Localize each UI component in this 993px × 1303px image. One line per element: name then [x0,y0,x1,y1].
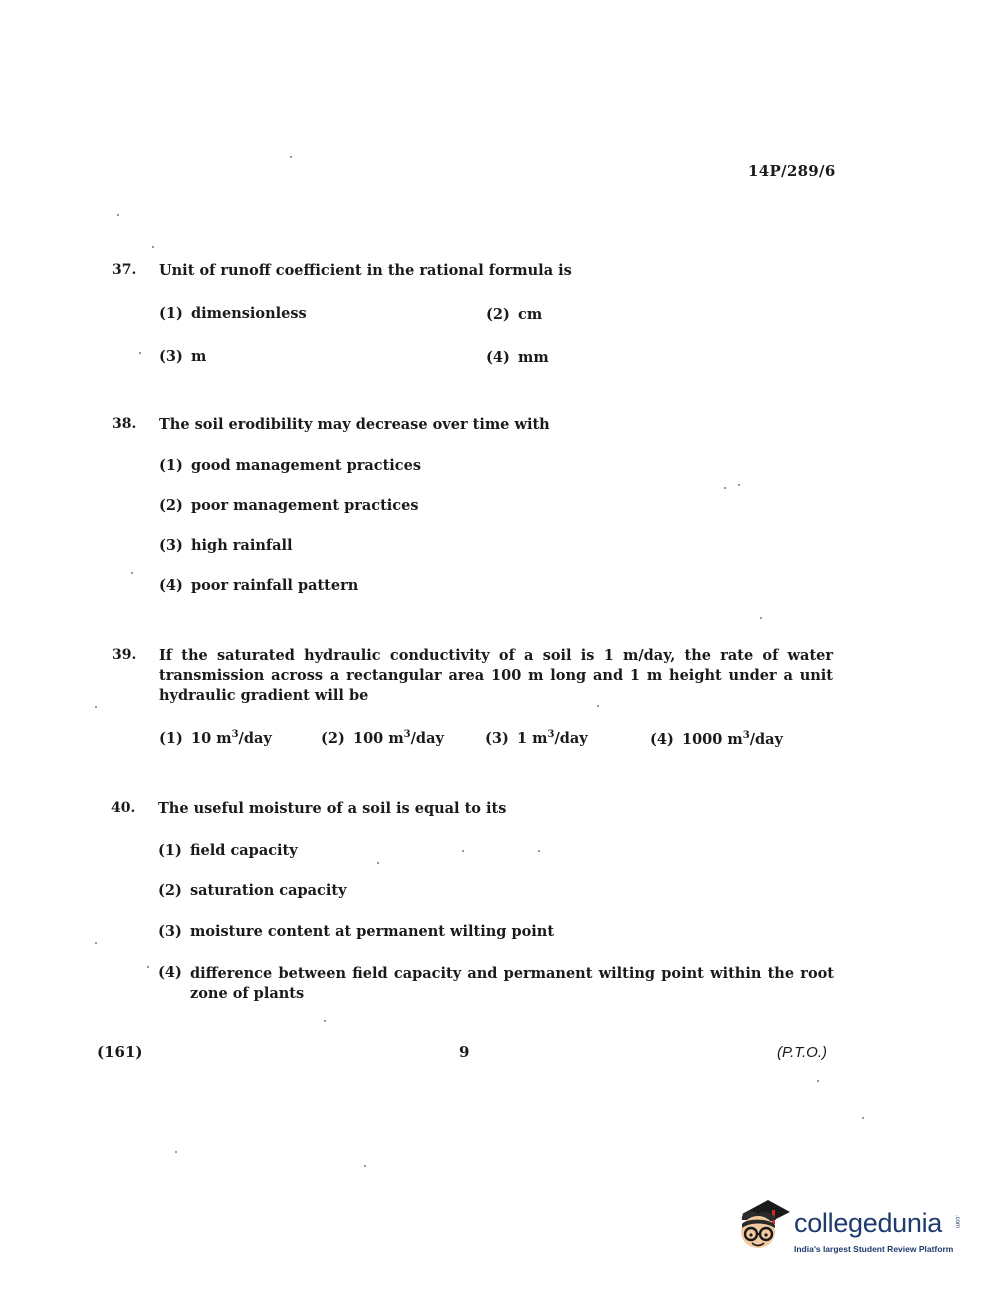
option-40-2: (2) saturation capacity [158,882,347,899]
pto-label: (P.T.O.) [777,1044,828,1061]
question-number: 40. [111,800,136,816]
question-number: 37. [112,262,137,278]
page-number: 9 [459,1043,470,1061]
question-text-39: If the saturated hydraulic conductivity of a soil is 1 m/day, the rate of water transmission across a rectangular area 100 m long and 1 m height under a unit hydraulic gradient will be [159,647,833,704]
option-37-4: (4) mm [486,349,549,366]
booklet-code: (161) [97,1043,143,1061]
question-text: The soil erodibility may decrease over time with [159,416,550,433]
option-38-4: (4) poor rainfall pattern [159,577,359,594]
collegedunia-logo [736,1198,966,1268]
option-37-3: (3) m [159,348,207,365]
option-38-2: (2) poor management practices [159,497,419,514]
option-38-1: (1) good management practices [159,457,421,474]
option-40-3: (3) moisture content at permanent wilting point [158,923,555,940]
logo-domain-suffix: .com [954,1215,960,1229]
question-text: Unit of runoff coefficient in the rational formula is [159,262,572,279]
question-text: The useful moisture of a soil is equal to its [158,800,507,817]
logo-wordmark: collegedunia [794,1208,943,1238]
question-number: 38. [112,416,137,432]
option-39-1: (1) 10 $m^3$/day [159,729,272,747]
paper-code: 14P/289/6 [748,162,836,180]
option-37-1: (1) dimensionless [159,305,307,322]
option-37-2: (2) cm [486,306,543,323]
logo-tagline: India's largest Student Review Platform [794,1244,954,1254]
option-40-1: (1) field capacity [158,842,298,859]
option-39-4: (4) 1000 $m^3$/day [650,730,783,748]
mascot-icon [736,1198,792,1260]
option-38-3: (3) high rainfall [159,537,293,554]
option-39-3: (3) 1 $m^3$/day [485,729,588,747]
option-39-2: (2) 100 $m^3$/day [321,729,444,747]
question-number-39: 39. [112,647,137,663]
